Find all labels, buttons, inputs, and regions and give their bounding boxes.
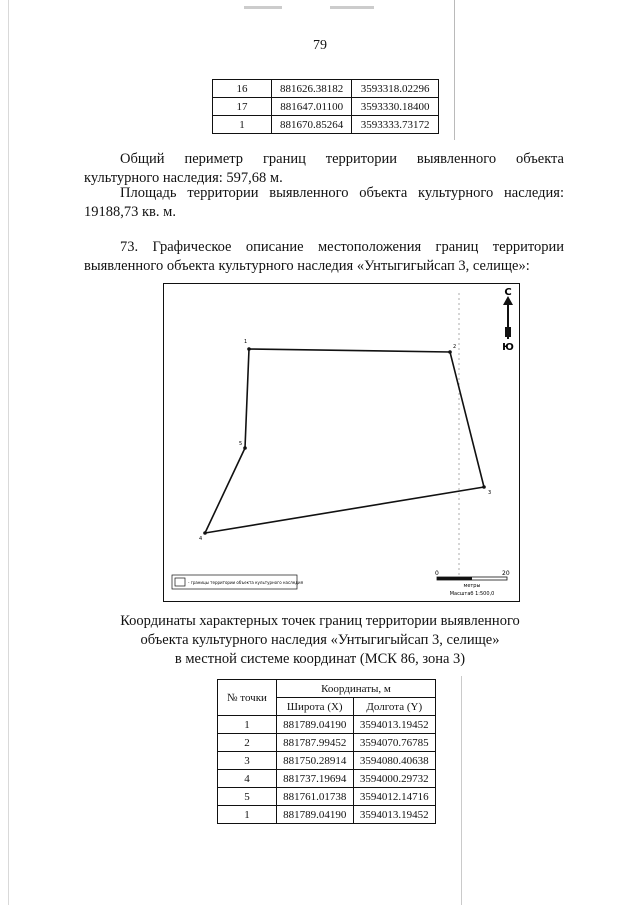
- north-arrow-icon: [503, 296, 513, 339]
- legend-text: - границы территории объекта культурного наследия: [188, 580, 303, 585]
- table-row: [218, 806, 436, 824]
- coord-x: 881737.19694: [277, 770, 354, 788]
- coord-x: 881750.28914: [277, 752, 354, 770]
- scale-unit: метры: [463, 583, 481, 589]
- table-row: [213, 116, 439, 134]
- perimeter-paragraph: [84, 150, 564, 188]
- boundary-points: [199, 339, 491, 542]
- page-number: 79: [313, 38, 327, 53]
- top-coordinate-table: [212, 79, 439, 134]
- vertex-label: 5: [239, 441, 243, 447]
- area-line-1: Площадь территории выявленного объекта культурного наследия:: [120, 185, 564, 201]
- coordinates-caption: [0, 612, 640, 669]
- boundary-map-svg: [164, 284, 519, 601]
- coord-y: 3593330.18400: [352, 98, 439, 116]
- south-label: Ю: [502, 342, 514, 353]
- table-row: [213, 98, 439, 116]
- table-row: [218, 734, 436, 752]
- scale-start: 0: [435, 570, 439, 577]
- coord-x: 881787.99452: [277, 734, 354, 752]
- point-number: 3: [218, 752, 277, 770]
- header-y: Долгота (Y): [353, 698, 436, 716]
- header-point-number: № точки: [218, 680, 277, 716]
- north-label: С: [504, 287, 512, 298]
- scale-text: Масштаб 1:500,0: [449, 591, 495, 597]
- table-row: [218, 770, 436, 788]
- boundary-map: [163, 283, 520, 602]
- section-73-paragraph: [84, 238, 564, 276]
- coord-y: 3594070.76785: [353, 734, 436, 752]
- coord-y: 3594012.14716: [353, 788, 436, 806]
- vertex-label: 3: [488, 490, 492, 496]
- vertex-label: 2: [453, 344, 457, 350]
- table-row: [213, 80, 439, 98]
- point-number: 1: [218, 806, 277, 824]
- caption-line-2: объекта культурного наследия «Унтыгигыйсап 3, селище»: [140, 632, 500, 648]
- boundary-vertex: [203, 531, 207, 535]
- point-number: 1: [218, 716, 277, 734]
- coord-x: 881789.04190: [277, 806, 354, 824]
- point-number: 1: [213, 116, 272, 134]
- coord-y: 3593333.73172: [352, 116, 439, 134]
- table-row: [218, 788, 436, 806]
- header-x: Широта (X): [277, 698, 354, 716]
- scan-line-left-edge: [8, 0, 9, 905]
- caption-line-3: в местной системе координат (МСК 86, зона 3): [174, 651, 466, 667]
- coord-y: 3594080.40638: [353, 752, 436, 770]
- coord-x: 881626.38182: [272, 80, 352, 98]
- point-number: 5: [218, 788, 277, 806]
- vertex-label: 1: [244, 339, 248, 345]
- area-line-2: 19188,73 кв. м.: [84, 204, 176, 220]
- scale-bar: [437, 577, 507, 580]
- boundary-vertex: [247, 347, 251, 351]
- coord-x: 881761.01738: [277, 788, 354, 806]
- section-line-2: выявленного объекта культурного наследия «Унтыгигыйсап 3, селище»:: [84, 258, 530, 274]
- coord-y: 3594013.19452: [353, 716, 436, 734]
- table-row: [218, 752, 436, 770]
- table-header-row: [218, 680, 436, 698]
- caption-line-1: Координаты характерных точек границ территории выявленного: [120, 613, 520, 629]
- perimeter-line-1: Общий периметр границ территории выявленного объекта: [120, 151, 564, 167]
- legend-swatch-icon: [175, 578, 185, 586]
- boundary-vertex: [448, 350, 452, 354]
- boundary-vertex: [482, 485, 486, 489]
- scan-line-vertical-lower: [461, 676, 462, 905]
- header-coordinates: Координаты, м: [277, 680, 436, 698]
- coordinate-table: [217, 679, 436, 824]
- scan-line-vertical: [454, 0, 455, 140]
- coord-y: 3593318.02296: [352, 80, 439, 98]
- scan-mark-right: [330, 6, 374, 9]
- coord-y: 3594013.19452: [353, 806, 436, 824]
- point-number: 2: [218, 734, 277, 752]
- boundary-polygon: [205, 349, 484, 533]
- vertex-label: 4: [199, 536, 203, 542]
- coord-x: 881647.01100: [272, 98, 352, 116]
- coord-y: 3594000.29732: [353, 770, 436, 788]
- point-number: 16: [213, 80, 272, 98]
- area-paragraph: [84, 184, 564, 222]
- boundary-vertex: [243, 446, 247, 450]
- coord-x: 881789.04190: [277, 716, 354, 734]
- section-line-1: 73. Графическое описание местоположения границ территории: [120, 239, 564, 255]
- perimeter-line-2: культурного наследия: 597,68 м.: [84, 170, 283, 186]
- scan-mark-left: [244, 6, 282, 9]
- point-number: 4: [218, 770, 277, 788]
- table-row: [218, 716, 436, 734]
- point-number: 17: [213, 98, 272, 116]
- scale-end: 20: [502, 570, 510, 577]
- coord-x: 881670.85264: [272, 116, 352, 134]
